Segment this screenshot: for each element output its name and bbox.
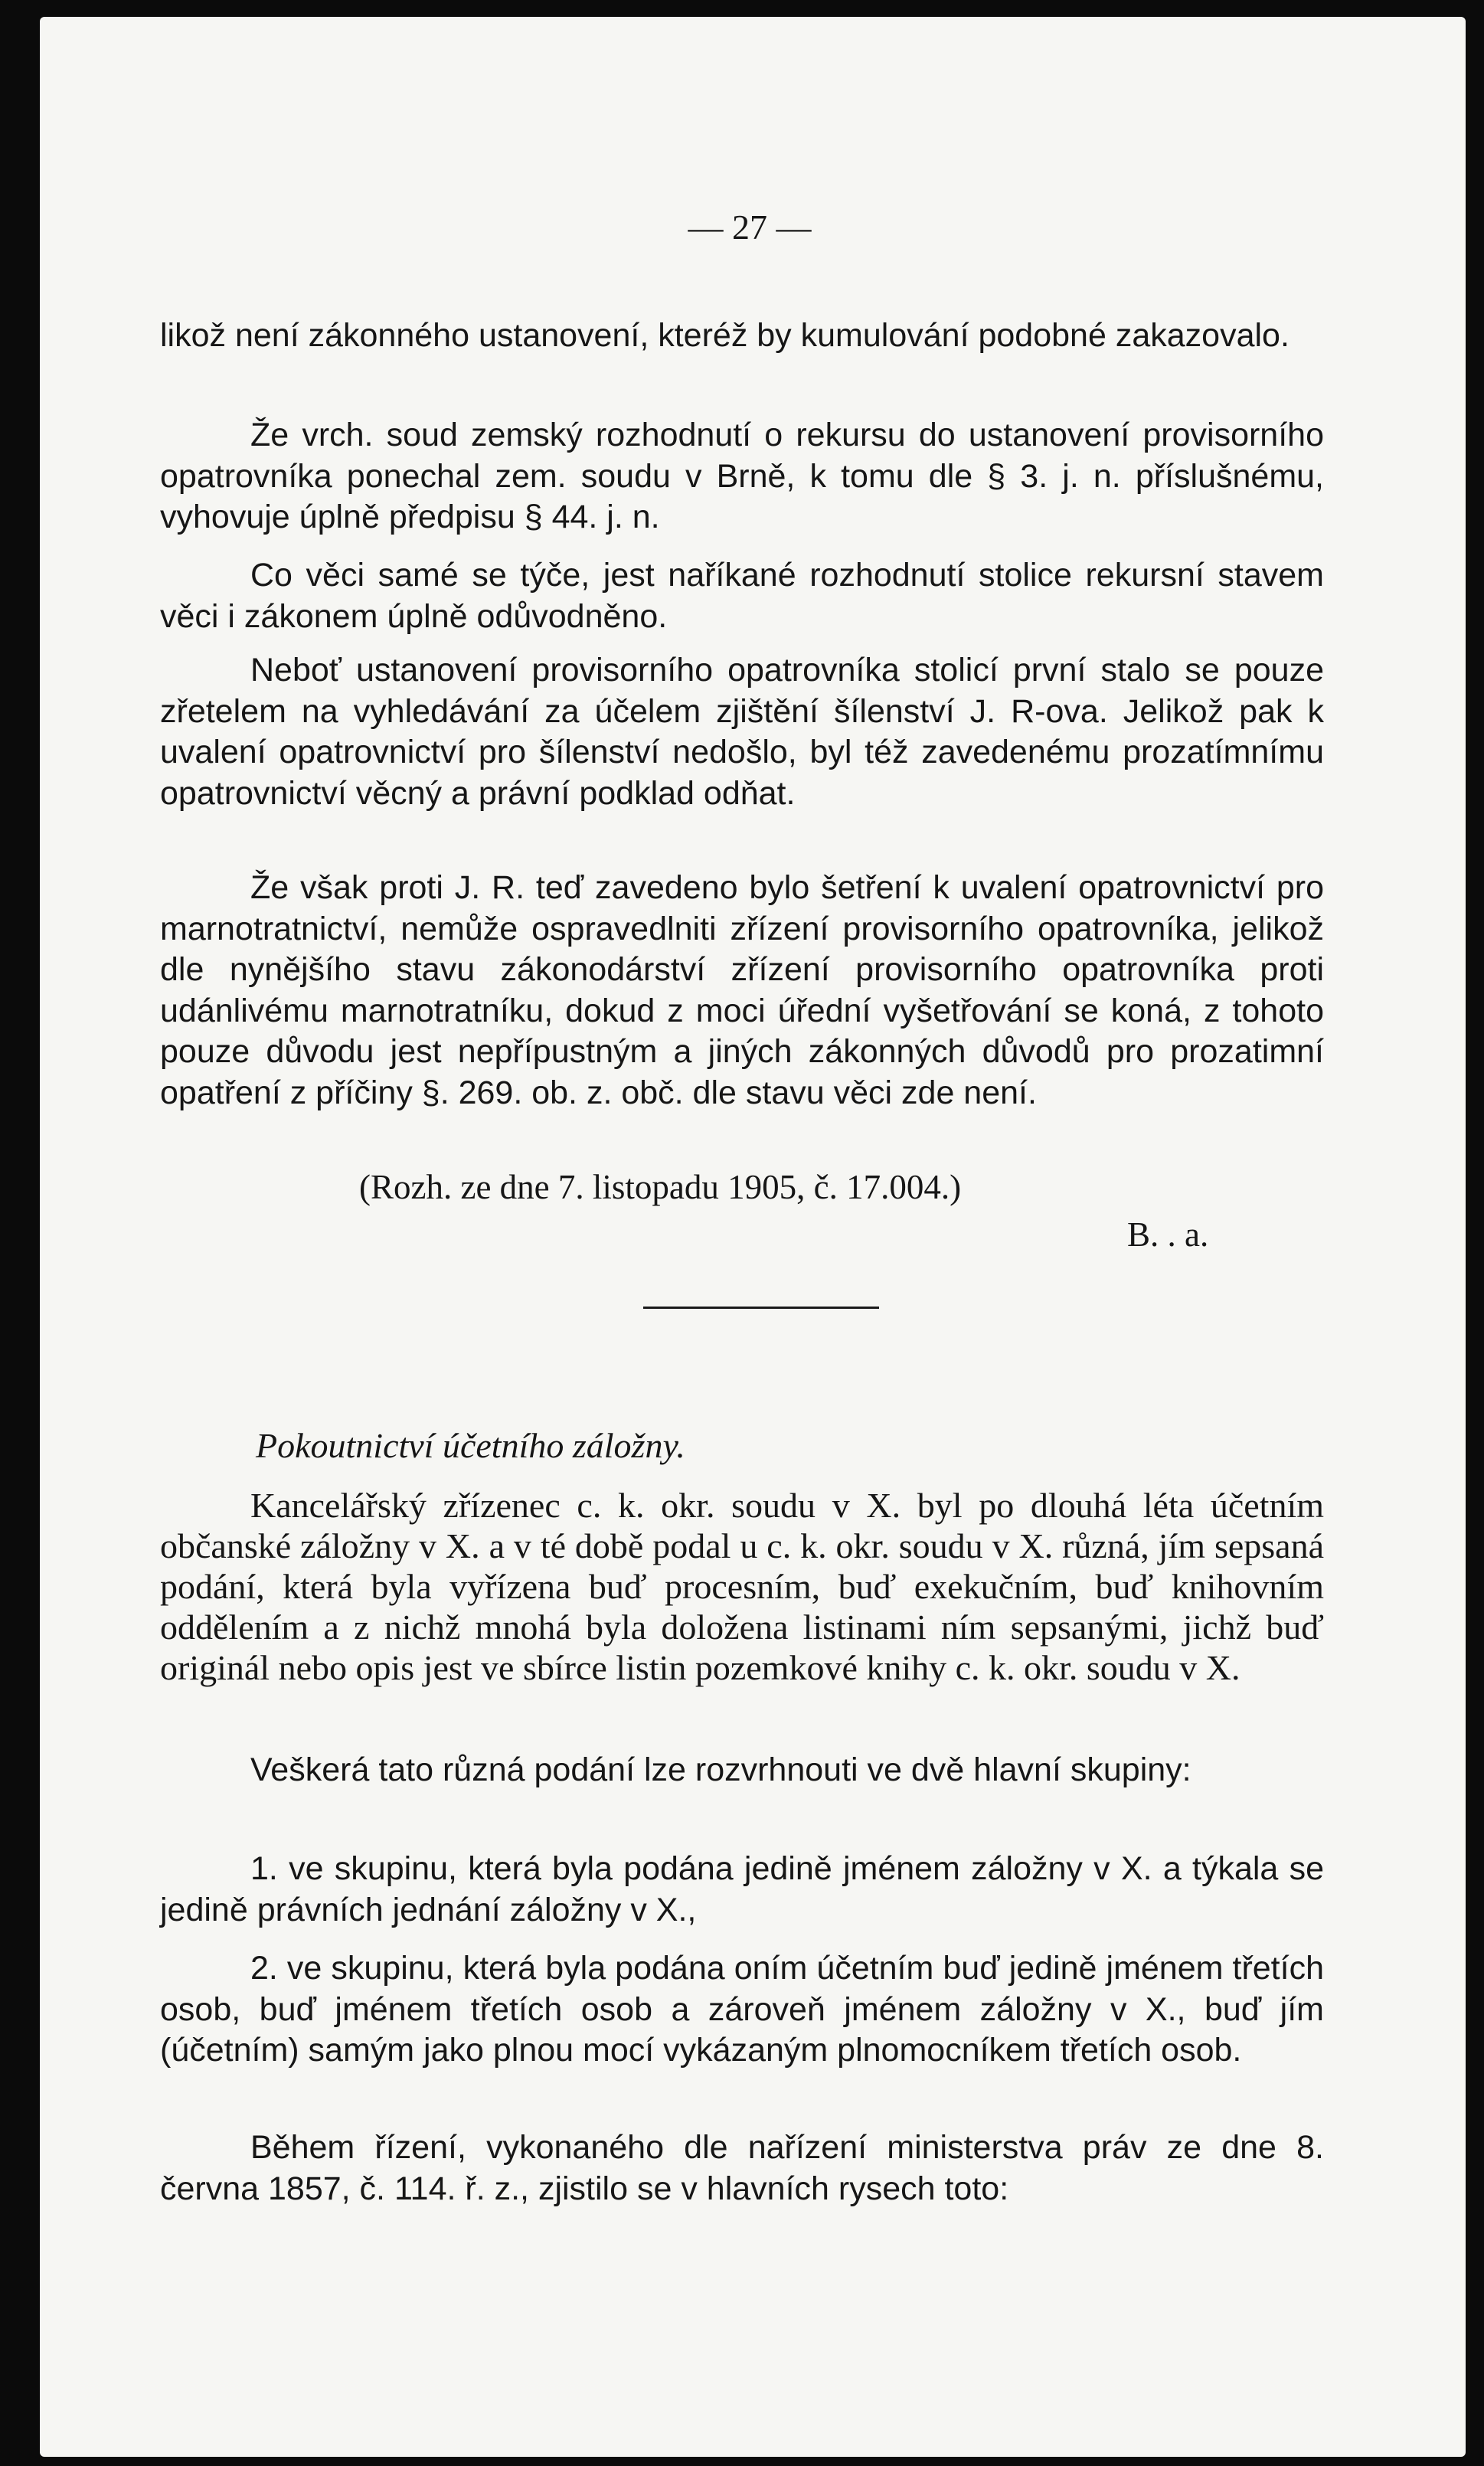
list-item-group-2: 2. ve skupinu, která byla podána oním účetním buď jedině jménem třetích osob, buď jménem třetích osob a zároveň jménem záložny v X., buď jím (účetním) samým jako plnou mocí vykázaným plnomocníkem třetích osob. — [160, 1950, 1324, 2069]
page-number: — 27 — — [688, 208, 812, 247]
paragraph-appeal-decision: Že vrch. soud zemský rozhodnutí o rekursu do ustanovení provisorního opatrovníka ponechal zem. soudu v Brně, k tomu dle § 3. j. n. příslušnému, vyhovuje úplně předpisu § 44. j. n. — [160, 417, 1324, 535]
decision-citation: (Rozh. ze dne 7. listopadu 1905, č. 17.004.) — [359, 1168, 962, 1206]
document-page — [40, 17, 1466, 2457]
paragraph-groups: Veškerá tato různá podání lze rozvrhnouti ve dvě hlavní skupiny: — [250, 1751, 1191, 1788]
section-heading: Pokoutnictví účetního záložny. — [256, 1426, 685, 1465]
paragraph-continuation: likož není zákonného ustanovení, kteréž by kumulování podobné zakazovalo. — [160, 317, 1290, 354]
paragraph-prodigality: Že však proti J. R. teď zavedeno bylo šetření k uvalení opatrovnictví pro marnotratnictví, nemůže ospravedlniti zřízení provisorního opatrovníka, jelikož dle nynějšího stavu zákonodárství zřízení provisorního opatrovníka proti udánlivému marnotratníku, dokud z moci úřední vyšetřování se koná, z tohoto pouze důvodu jest nepřípustným a jiných zákonných důvodů pro prozatimní opatření z příčiny §. 269. ob. z. obč. dle stavu věci zde není. — [160, 869, 1324, 1111]
section-divider — [643, 1307, 879, 1309]
paragraph-clerk: Kancelářský zřízenec c. k. okr. soudu v X. byl po dlouhá léta účetním občanské záložny v X. a v té době podal u c. k. okr. soudu v X. různá, jím sepsaná podání, která byla vyřízena buď procesním, buď exekučním, buď knihovním oddělením a z nichž mnohá byla doložena listinami ním sepsanými, jichž buď originál nebo opis jest ve sbírce listin pozemkové knihy c. k. okr. soudu v X. — [160, 1486, 1324, 1687]
signature: B. . a. — [1127, 1215, 1209, 1254]
paragraph-provisional-guardian: Neboť ustanovení provisorního opatrovníka stolicí první stalo se pouze zřetelem na vyhledávání za účelem zjištění šílenství J. R-ova. Jelikož pak k uvalení opatrovnictví pro šílenství nedošlo, byl též zavedenému prozatímnímu opatrovnictví věcný a právní podklad odňat. — [160, 652, 1324, 812]
paragraph-merits: Co věci samé se týče, jest naříkané rozhodnutí stolice rekursní stavem věci i zákonem úplně odůvodněno. — [160, 557, 1324, 635]
paragraph-proceedings: Během řízení, vykonaného dle nařízení ministerstva práv ze dne 8. června 1857, č. 114. ř. z., zjistilo se v hlavních rysech toto: — [160, 2129, 1324, 2207]
list-item-group-1: 1. ve skupinu, která byla podána jedině jménem záložny v X. a týkala se jedině právních jednání záložny v X., — [160, 1850, 1324, 1928]
